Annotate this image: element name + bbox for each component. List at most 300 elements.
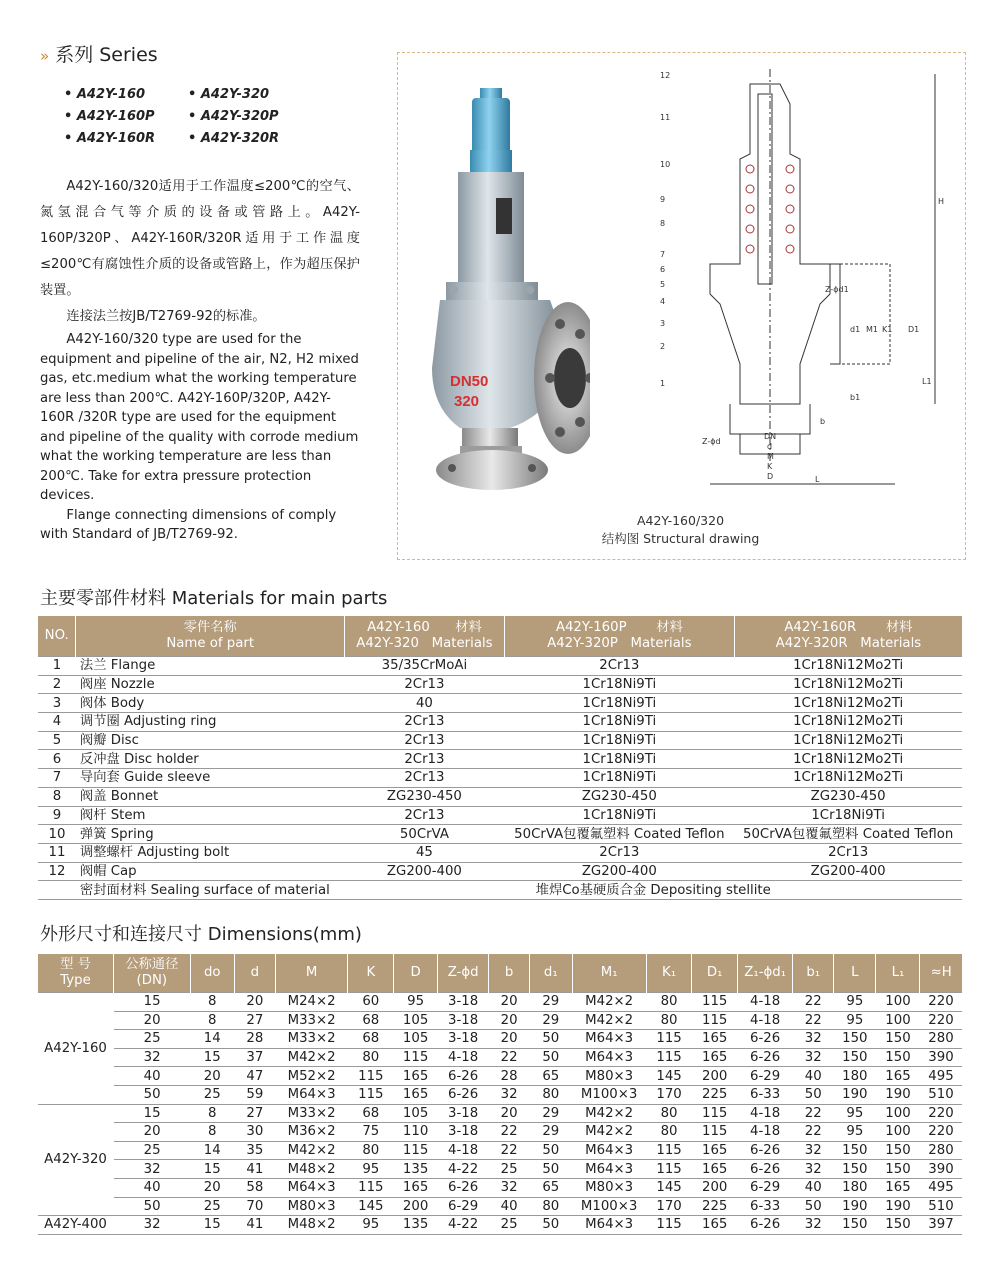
series-heading [40,40,158,67]
table-cell: 6-29 [738,1178,793,1197]
table-cell-material: 2Cr13 [504,843,734,862]
table-cell: 225 [692,1085,738,1104]
table-cell-no: 4 [38,713,76,732]
table-cell: 50 [530,1141,573,1160]
table-cell: 40 [489,1197,530,1216]
column-header: Z₁-ϕd₁ [738,954,793,993]
table-cell: 20 [234,993,275,1012]
table-cell-type: A42Y-160 [38,993,114,1105]
table-cell: 68 [348,1030,394,1049]
table-cell: M64×3 [572,1216,646,1235]
table-cell: 100 [876,1011,920,1030]
table-row [38,1085,962,1104]
table-cell: 80 [348,1048,394,1067]
table-cell-material: 1Cr18Ni9Ti [504,731,734,750]
table-cell: 50 [793,1197,834,1216]
table-cell: 105 [394,1030,438,1049]
table-cell-material: 2Cr13 [504,657,734,676]
table-cell: 145 [348,1197,394,1216]
table-cell: 95 [834,1104,876,1123]
table-cell: 50 [114,1085,191,1104]
table-cell: 95 [834,993,876,1012]
table-cell: 110 [394,1123,438,1142]
description-en [40,330,360,545]
table-cell: 150 [834,1141,876,1160]
table-cell: 41 [234,1160,275,1179]
table-row [38,1197,962,1216]
table-cell: 29 [530,1123,573,1142]
table-cell: M64×3 [572,1030,646,1049]
table-cell: 50 [114,1197,191,1216]
table-cell: 135 [394,1160,438,1179]
column-header: d₁ [530,954,573,993]
table-row [38,1123,962,1142]
table-cell: 3-18 [438,1011,489,1030]
table-cell: 190 [876,1085,920,1104]
table-cell: 50 [530,1030,573,1049]
table-cell-type: A42Y-320 [38,1104,114,1216]
table-cell: 20 [114,1011,191,1030]
table-cell: 4-18 [738,1104,793,1123]
header-line: 型 号 [60,957,91,972]
column-header: K [348,954,394,993]
table-cell: 280 [920,1030,962,1049]
table-cell-part: 调节圈 Adjusting ring [76,713,345,732]
table-cell: M80×3 [572,1178,646,1197]
table-cell-no: 5 [38,731,76,750]
table-cell-part: 阀瓣 Disc [76,731,345,750]
dimension-label: M1 [866,325,878,334]
table-cell: 115 [394,1048,438,1067]
table-cell: 170 [646,1197,692,1216]
table-cell-no: 3 [38,694,76,713]
table-cell: 100 [876,1104,920,1123]
table-cell: 32 [114,1160,191,1179]
table-cell-material: ZG200-400 [345,862,505,881]
model-item: • A42Y-320R [188,128,279,150]
dimensions-table [38,954,962,1235]
table-cell: 20 [489,1104,530,1123]
table-cell: 3-18 [438,1123,489,1142]
header-line: A42Y-320R Materials [775,636,922,651]
table-cell: M42×2 [572,993,646,1012]
column-header: K₁ [646,954,692,993]
table-cell: 25 [190,1197,234,1216]
table-cell: 6-26 [438,1067,489,1086]
column-header: Z-ϕd [438,954,489,993]
table-cell-material: 1Cr18Ni9Ti [504,806,734,825]
table-cell: 60 [348,993,394,1012]
table-cell: 225 [692,1197,738,1216]
table-cell-material: 1Cr18Ni12Mo2Ti [734,657,962,676]
table-cell-material: ZG230-450 [734,787,962,806]
table-cell-material: 1Cr18Ni9Ti [504,769,734,788]
photo-marking-dn: DN50 [450,373,489,390]
sealing-label: 密封面材料 Sealing surface of material [76,881,345,900]
table-cell: 28 [489,1067,530,1086]
table-cell: M64×3 [275,1085,348,1104]
table-cell: 8 [190,1011,234,1030]
table-cell: 6-26 [738,1048,793,1067]
table-cell-material: 1Cr18Ni12Mo2Ti [734,713,962,732]
table-cell: 6-26 [438,1178,489,1197]
table-cell-material: 50CrVA包覆氟塑料 Coated Teflon [504,825,734,844]
table-cell: M33×2 [275,1104,348,1123]
table-cell: 180 [834,1178,876,1197]
table-cell: 135 [394,1216,438,1235]
table-cell: 200 [692,1067,738,1086]
header-line: A42Y-320P Materials [547,636,692,651]
table-cell: 220 [920,1104,962,1123]
table-cell: 15 [114,1104,191,1123]
table-cell: 32 [793,1141,834,1160]
table-cell-material: 1Cr18Ni9Ti [504,713,734,732]
table-cell: 32 [793,1160,834,1179]
table-cell: 105 [394,1104,438,1123]
table-cell-part: 阀座 Nozzle [76,675,345,694]
table-cell: 27 [234,1011,275,1030]
table-cell: 75 [348,1123,394,1142]
table-cell: 145 [646,1067,692,1086]
table-cell: 6-26 [738,1141,793,1160]
dimension-label: K1 [882,325,893,334]
table-cell: M42×2 [275,1141,348,1160]
table-cell: 165 [394,1085,438,1104]
callout-label: 7 [660,250,666,259]
table-cell: 50 [530,1048,573,1067]
dimension-label: L [815,475,820,484]
table-cell: 25 [190,1085,234,1104]
table-cell-material: 1Cr18Ni12Mo2Ti [734,731,962,750]
table-row [38,787,962,806]
table-cell: 95 [348,1160,394,1179]
table-cell: 100 [876,1123,920,1142]
table-cell: 6-33 [738,1197,793,1216]
table-cell: 105 [394,1011,438,1030]
table-cell: 8 [190,993,234,1012]
table-cell: 59 [234,1085,275,1104]
table-cell: 220 [920,1011,962,1030]
table-row-sealing [38,881,962,900]
table-cell: 390 [920,1048,962,1067]
table-row [38,806,962,825]
table-cell: M52×2 [275,1067,348,1086]
table-cell-material: 2Cr13 [345,713,505,732]
table-cell: 220 [920,993,962,1012]
table-cell: 8 [190,1104,234,1123]
table-row [38,1160,962,1179]
table-cell: 3-18 [438,1104,489,1123]
table-cell-material: 1Cr18Ni12Mo2Ti [734,675,962,694]
table-cell-part: 阀体 Body [76,694,345,713]
table-cell: 80 [646,1011,692,1030]
table-cell: 150 [876,1030,920,1049]
table-cell-material: 2Cr13 [345,731,505,750]
valve-photo [420,88,590,498]
table-cell: 3-18 [438,1030,489,1049]
table-cell: 25 [114,1030,191,1049]
table-cell-type: A42Y-400 [38,1216,114,1235]
column-header-part-en: Name of part [166,636,255,651]
column-header: M [275,954,348,993]
column-header-part-cn: 零件名称 [183,620,237,635]
table-cell: 115 [348,1067,394,1086]
table-cell: 80 [646,1104,692,1123]
table-cell-no [38,881,76,900]
table-cell: 32 [489,1178,530,1197]
table-cell: 495 [920,1067,962,1086]
table-cell: 180 [834,1067,876,1086]
table-cell: 20 [489,1030,530,1049]
table-cell: 6-26 [738,1216,793,1235]
table-cell-material: 40 [345,694,505,713]
table-cell: 80 [646,1123,692,1142]
description-en-para2: Flange connecting dimensions of comply with Standard of JB/T2769-92. [40,507,337,542]
structural-drawing [650,64,950,504]
table-row [38,1067,962,1086]
table-cell: M42×2 [572,1011,646,1030]
table-cell-part: 反冲盘 Disc holder [76,750,345,769]
table-cell: 165 [692,1160,738,1179]
table-cell: 27 [234,1104,275,1123]
table-cell: 80 [348,1141,394,1160]
table-cell: 200 [394,1197,438,1216]
callout-label: 11 [660,113,671,122]
table-cell: 165 [692,1216,738,1235]
table-cell-no: 6 [38,750,76,769]
materials-header-row [38,616,962,657]
callout-label: 12 [660,71,671,80]
table-row [38,862,962,881]
table-cell: 32 [114,1216,191,1235]
table-cell-material: 1Cr18Ni12Mo2Ti [734,750,962,769]
table-cell: 165 [394,1178,438,1197]
table-cell: 6-29 [738,1067,793,1086]
table-cell: M24×2 [275,993,348,1012]
table-cell: 37 [234,1048,275,1067]
table-cell: 6-26 [738,1030,793,1049]
dimensions-header-row [38,954,962,993]
table-row [38,1216,962,1235]
table-cell: 165 [692,1030,738,1049]
table-cell: 165 [394,1067,438,1086]
table-cell: 30 [234,1123,275,1142]
table-cell-material: 50CrVA包覆氟塑料 Coated Teflon [734,825,962,844]
table-cell: 115 [646,1160,692,1179]
materials-table [38,616,962,900]
table-cell: M36×2 [275,1123,348,1142]
dimensions-heading: 外形尺寸和连接尺寸 Dimensions(mm) [40,924,362,945]
table-cell: 70 [234,1197,275,1216]
model-item: • A42Y-160R [64,128,155,150]
table-cell: 80 [530,1085,573,1104]
header-line: A42Y-160P 材料 [555,620,683,635]
table-cell-part: 阀杆 Stem [76,806,345,825]
table-cell: 165 [692,1141,738,1160]
table-cell: 80 [530,1197,573,1216]
table-cell: 100 [876,993,920,1012]
table-cell: 115 [692,1123,738,1142]
table-cell: 25 [489,1160,530,1179]
table-cell: 15 [190,1048,234,1067]
model-item: • A42Y-160 [64,84,155,106]
table-row [38,1141,962,1160]
table-cell-no: 11 [38,843,76,862]
table-cell: 95 [394,993,438,1012]
table-cell: M100×3 [572,1197,646,1216]
table-cell: 4-18 [438,1048,489,1067]
table-cell: 15 [190,1160,234,1179]
table-cell: 165 [692,1048,738,1067]
callout-label: 5 [660,280,666,289]
dimension-label: D1 [908,325,920,334]
table-cell: 20 [489,993,530,1012]
table-cell: 40 [114,1178,191,1197]
header-line: Type [60,973,91,988]
table-cell: 4-18 [738,993,793,1012]
table-cell: M64×3 [275,1178,348,1197]
table-cell: 22 [489,1123,530,1142]
table-cell-part: 阀盖 Bonnet [76,787,345,806]
description-cn [40,174,360,330]
table-cell: 165 [876,1178,920,1197]
column-header: b [489,954,530,993]
table-cell-part: 调整螺杆 Adjusting bolt [76,843,345,862]
table-cell: M42×2 [572,1104,646,1123]
table-cell: 20 [190,1178,234,1197]
table-cell: 41 [234,1216,275,1235]
materials-heading: 主要零部件材料 Materials for main parts [40,588,388,609]
table-row [38,657,962,676]
table-cell: 190 [834,1085,876,1104]
table-cell-part: 弹簧 Spring [76,825,345,844]
table-cell: 68 [348,1011,394,1030]
table-cell: M64×3 [572,1048,646,1067]
table-cell-material: 2Cr13 [734,843,962,862]
table-cell: 32 [489,1085,530,1104]
double-chevron-icon: » [40,47,50,65]
dimension-label: d [767,442,773,451]
table-cell: 32 [793,1216,834,1235]
column-header-part [76,616,345,657]
table-cell: 115 [692,1104,738,1123]
table-cell: 397 [920,1216,962,1235]
dimension-label: M [767,452,774,461]
header-line: A42Y-160R 材料 [784,620,913,635]
column-header-material-2 [504,616,734,657]
table-cell: 80 [646,993,692,1012]
table-cell: 20 [114,1123,191,1142]
table-cell-material: 2Cr13 [345,769,505,788]
table-cell: 4-18 [738,1123,793,1142]
table-cell: 29 [530,993,573,1012]
table-row [38,1030,962,1049]
table-cell: 165 [876,1067,920,1086]
table-cell: 20 [489,1011,530,1030]
table-cell: 4-18 [738,1011,793,1030]
table-cell: 280 [920,1141,962,1160]
table-cell-no: 2 [38,675,76,694]
header-line: A42Y-160 材料 [367,620,482,635]
table-cell-no: 10 [38,825,76,844]
table-cell-no: 9 [38,806,76,825]
callout-label: 6 [660,265,666,274]
table-cell: 25 [489,1216,530,1235]
table-cell: 4-18 [438,1141,489,1160]
table-cell: 22 [793,993,834,1012]
table-row [38,1048,962,1067]
table-row [38,675,962,694]
table-cell: 28 [234,1030,275,1049]
table-cell: 6-26 [738,1160,793,1179]
series-heading-cn: 系列 [55,44,94,66]
column-header: b₁ [793,954,834,993]
table-cell: 150 [876,1160,920,1179]
table-cell: 4-22 [438,1160,489,1179]
model-item: • A42Y-320P [188,106,279,128]
dimension-label: d1 [850,325,861,334]
table-cell: 390 [920,1160,962,1179]
photo-marking-pressure: 320 [454,393,480,410]
table-cell-material: 1Cr18Ni12Mo2Ti [734,694,962,713]
table-cell-material: 2Cr13 [345,675,505,694]
table-cell: 29 [530,1104,573,1123]
table-cell: 50 [530,1216,573,1235]
table-cell-material: ZG230-450 [345,787,505,806]
callout-label: 4 [660,297,666,306]
table-row [38,843,962,862]
table-row [38,694,962,713]
sealing-value: 堆焊Co基硬质合金 Depositing stellite [345,881,963,900]
model-item: • A42Y-320 [188,84,279,106]
table-cell: 65 [530,1178,573,1197]
table-cell-no: 7 [38,769,76,788]
column-header: L [834,954,876,993]
table-cell-part: 阀帽 Cap [76,862,345,881]
table-cell-material: 1Cr18Ni9Ti [504,675,734,694]
table-cell: 14 [190,1030,234,1049]
table-cell: 150 [834,1160,876,1179]
model-item: • A42Y-160P [64,106,155,128]
description-en-para1: A42Y-160/320 type are used for the equipment and pipeline of the air, N2, H2 mixed gas, etc.medium what the working temperature are less than 200℃. A42Y-160P/320P, A42Y-160R /320R type are used for the equipment and pipeline of the quality with corrode medium what the working temperature are less than 200℃. Take for extra pressure protection devices. [40,332,359,503]
table-cell-part: 法兰 Flange [76,657,345,676]
column-header: D₁ [692,954,738,993]
table-cell: 22 [793,1104,834,1123]
callout-label: 10 [660,160,671,169]
callout-label: 3 [660,319,666,328]
table-cell: M64×3 [572,1160,646,1179]
figure-caption-model: A42Y-160/320 [636,513,725,528]
table-cell: 32 [793,1030,834,1049]
table-cell: 6-29 [438,1197,489,1216]
table-row [38,713,962,732]
table-cell: 40 [793,1178,834,1197]
callout-label: 9 [660,195,666,204]
table-cell: 115 [646,1141,692,1160]
table-cell: 115 [348,1178,394,1197]
table-cell: 8 [190,1123,234,1142]
table-cell: 40 [793,1067,834,1086]
table-row [38,1178,962,1197]
table-cell-material: 2Cr13 [345,750,505,769]
table-cell: M42×2 [572,1123,646,1142]
table-cell: 20 [190,1067,234,1086]
dimension-label: b [820,417,826,426]
table-cell: 4-22 [438,1216,489,1235]
table-cell: 220 [920,1123,962,1142]
table-cell: 32 [793,1048,834,1067]
dimension-label: D [767,472,774,481]
